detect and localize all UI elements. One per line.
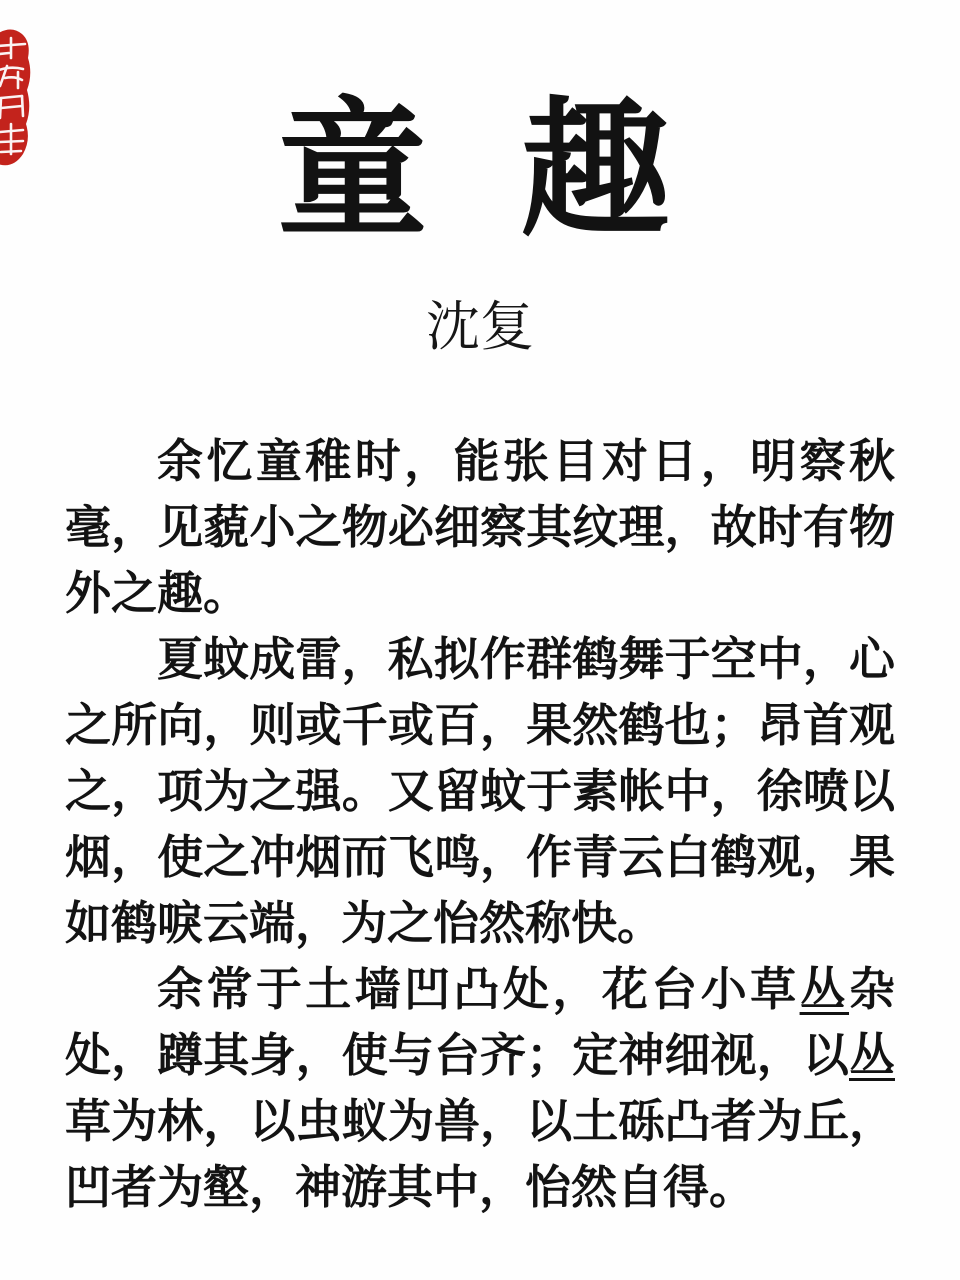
text-segment: 杂处，蹲其身，使与台齐；定神细视，以 <box>65 964 896 1081</box>
text-segment: 夏蚊成雷，私拟作群鹤舞于空中，心之所向，则或千或百，果然鹤也；昂首观之，项为之强。又留蚊于素帐中，徐喷以烟，使之冲烟而飞鸣，作青云白鹤观，果如鹤唳云端，为之怡然称快。 <box>65 634 895 949</box>
title-char-1: 童 <box>277 89 428 255</box>
underlined-term: 丛 <box>799 964 850 1015</box>
text-segment: 草为林，以虫蚁为兽，以土砾凸者为丘，凹者为壑，神游其中，怡然自得。 <box>65 1096 895 1213</box>
text-segment: 余忆童稚时，能张目对日，明察秋毫，见藐小之物必细察其纹理，故时有物外之趣。 <box>65 436 895 619</box>
paragraph <box>65 627 895 957</box>
body-text <box>65 429 895 1221</box>
text-segment: 余常于土墙凹凸处，花台小草 <box>157 964 800 1015</box>
underlined-term: 丛 <box>849 1030 895 1081</box>
title-char-2: 趣 <box>520 89 671 255</box>
author-name: 沈复 <box>426 297 534 357</box>
paragraph <box>65 429 895 627</box>
paragraph <box>65 957 895 1221</box>
page-title <box>0 89 948 255</box>
